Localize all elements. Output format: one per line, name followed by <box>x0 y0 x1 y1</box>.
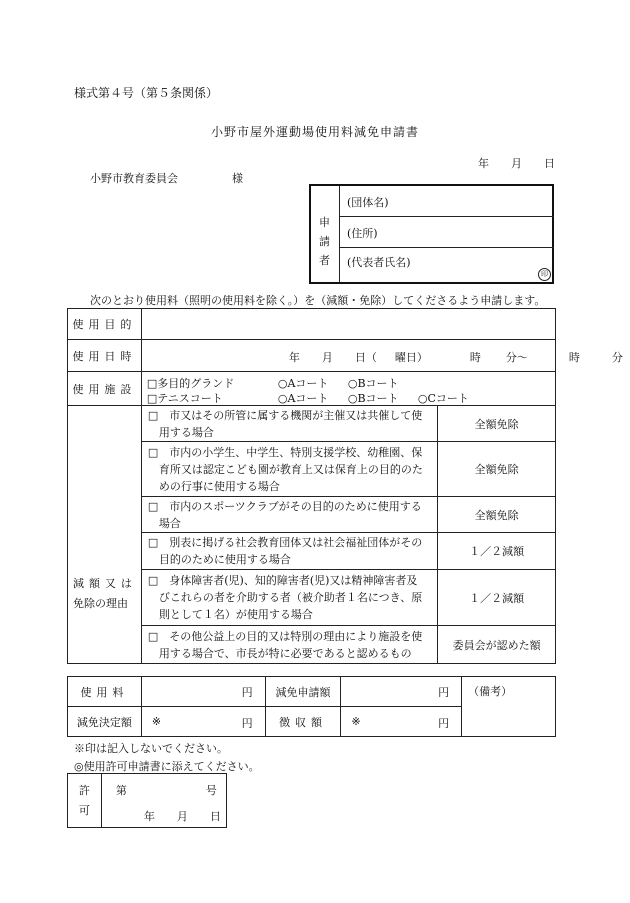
permit-box <box>67 773 227 828</box>
permit-label: 許 可 <box>68 774 102 828</box>
fee-table <box>67 676 556 737</box>
representative-field[interactable]: (代表者氏名) <box>347 256 411 269</box>
datetime-label: 使用日時 <box>68 340 142 372</box>
facility-mp-court-a[interactable]: ○Aコート <box>277 377 329 390</box>
fee-label: 使用料 <box>68 677 142 707</box>
facility-field <box>141 372 555 406</box>
collect-field: ※ 円 <box>341 707 462 737</box>
reason-result-2: 全額免除 <box>438 442 556 497</box>
datetime-field[interactable]: 年 月 日（ 曜日） 時 分～ 時 分 <box>141 340 555 372</box>
seal-icon: 印 <box>538 268 551 281</box>
decided-field: ※ 円 <box>141 707 265 737</box>
page-title: 小野市屋外運動場使用料減免申請書 <box>210 125 419 139</box>
facility-label: 使用施設 <box>68 372 142 406</box>
addressee: 小野市教育委員会 <box>90 172 178 185</box>
purpose-field[interactable] <box>141 309 555 340</box>
reason-item-4[interactable]: □ 別表に掲げる社会教育団体又は社会福祉団体がその 目的のために使用する場合 <box>141 533 437 570</box>
facility-tn-court-c[interactable]: ○Cコート <box>417 392 469 405</box>
group-name-field[interactable]: (団体名) <box>347 196 389 209</box>
application-table <box>67 308 623 664</box>
reason-result-3: 全額免除 <box>438 497 556 533</box>
reason-label: 減額又は 免除の理由 <box>68 406 142 664</box>
note-1: ※印は記入しないでください。 <box>74 742 228 755</box>
address-field[interactable]: (住所) <box>347 227 378 240</box>
date-line[interactable]: 年 月 日 <box>478 157 555 170</box>
facility-multipurpose-checkbox[interactable]: □多目的グランド <box>146 377 235 390</box>
addressee-suffix: 様 <box>232 172 243 185</box>
reason-item-3[interactable]: □ 市内のスポーツクラブがその目的のために使用する 場合 <box>141 497 437 533</box>
reason-item-2[interactable]: □ 市内の小学生、中学生、特別支援学校、幼稚園、保 育所又は認定こども園が教育上又は保育上の目的のた めの行事に使用する場合 <box>141 442 437 497</box>
fee-field[interactable]: 円 <box>141 677 265 707</box>
reason-result-6: 委員会が認めた額 <box>438 626 556 664</box>
reason-result-1: 全額免除 <box>438 406 556 442</box>
form-number: 様式第４号（第５条関係） <box>74 86 219 100</box>
remarks-field[interactable]: （備考） <box>462 677 556 737</box>
collect-label: 徴収額 <box>265 707 341 737</box>
reason-result-4: １／２減額 <box>438 533 556 570</box>
facility-tn-court-a[interactable]: ○Aコート <box>277 392 329 405</box>
reason-item-1[interactable]: □ 市又はその所管に属する機関が主催又は共催して使 用する場合 <box>141 406 437 442</box>
reason-item-5[interactable]: □ 身体障害者(児)、知的障害者(児)又は精神障害者及 びこれらの者を介助する者（被介助者１名につき、原 則として１名）が使用する場合 <box>141 570 437 626</box>
applicant-box <box>309 184 554 284</box>
purpose-label: 使用目的 <box>68 309 142 340</box>
intro-text: 次のとおり使用料（照明の使用料を除く。）を（減額・免除）してくださるよう申請します。 <box>90 294 546 307</box>
facility-tennis-checkbox[interactable]: □テニスコート <box>146 392 223 405</box>
request-label: 減免申請額 <box>265 677 341 707</box>
decided-label: 減免決定額 <box>68 707 142 737</box>
reason-item-6[interactable]: □ その他公益上の目的又は特別の理由により施設を使 用する場合で、市長が特に必要であると認めるもの <box>141 626 437 664</box>
facility-tn-court-b[interactable]: ○Bコート <box>347 392 399 405</box>
applicant-label: 申 請 者 <box>319 216 330 267</box>
request-field[interactable]: 円 <box>341 677 462 707</box>
reason-result-5: １／２減額 <box>438 570 556 626</box>
permit-field: 第 号 年 月 日 <box>101 774 226 828</box>
facility-mp-court-b[interactable]: ○Bコート <box>347 377 399 390</box>
note-2: ◎使用許可申請書に添えてください。 <box>74 760 260 773</box>
